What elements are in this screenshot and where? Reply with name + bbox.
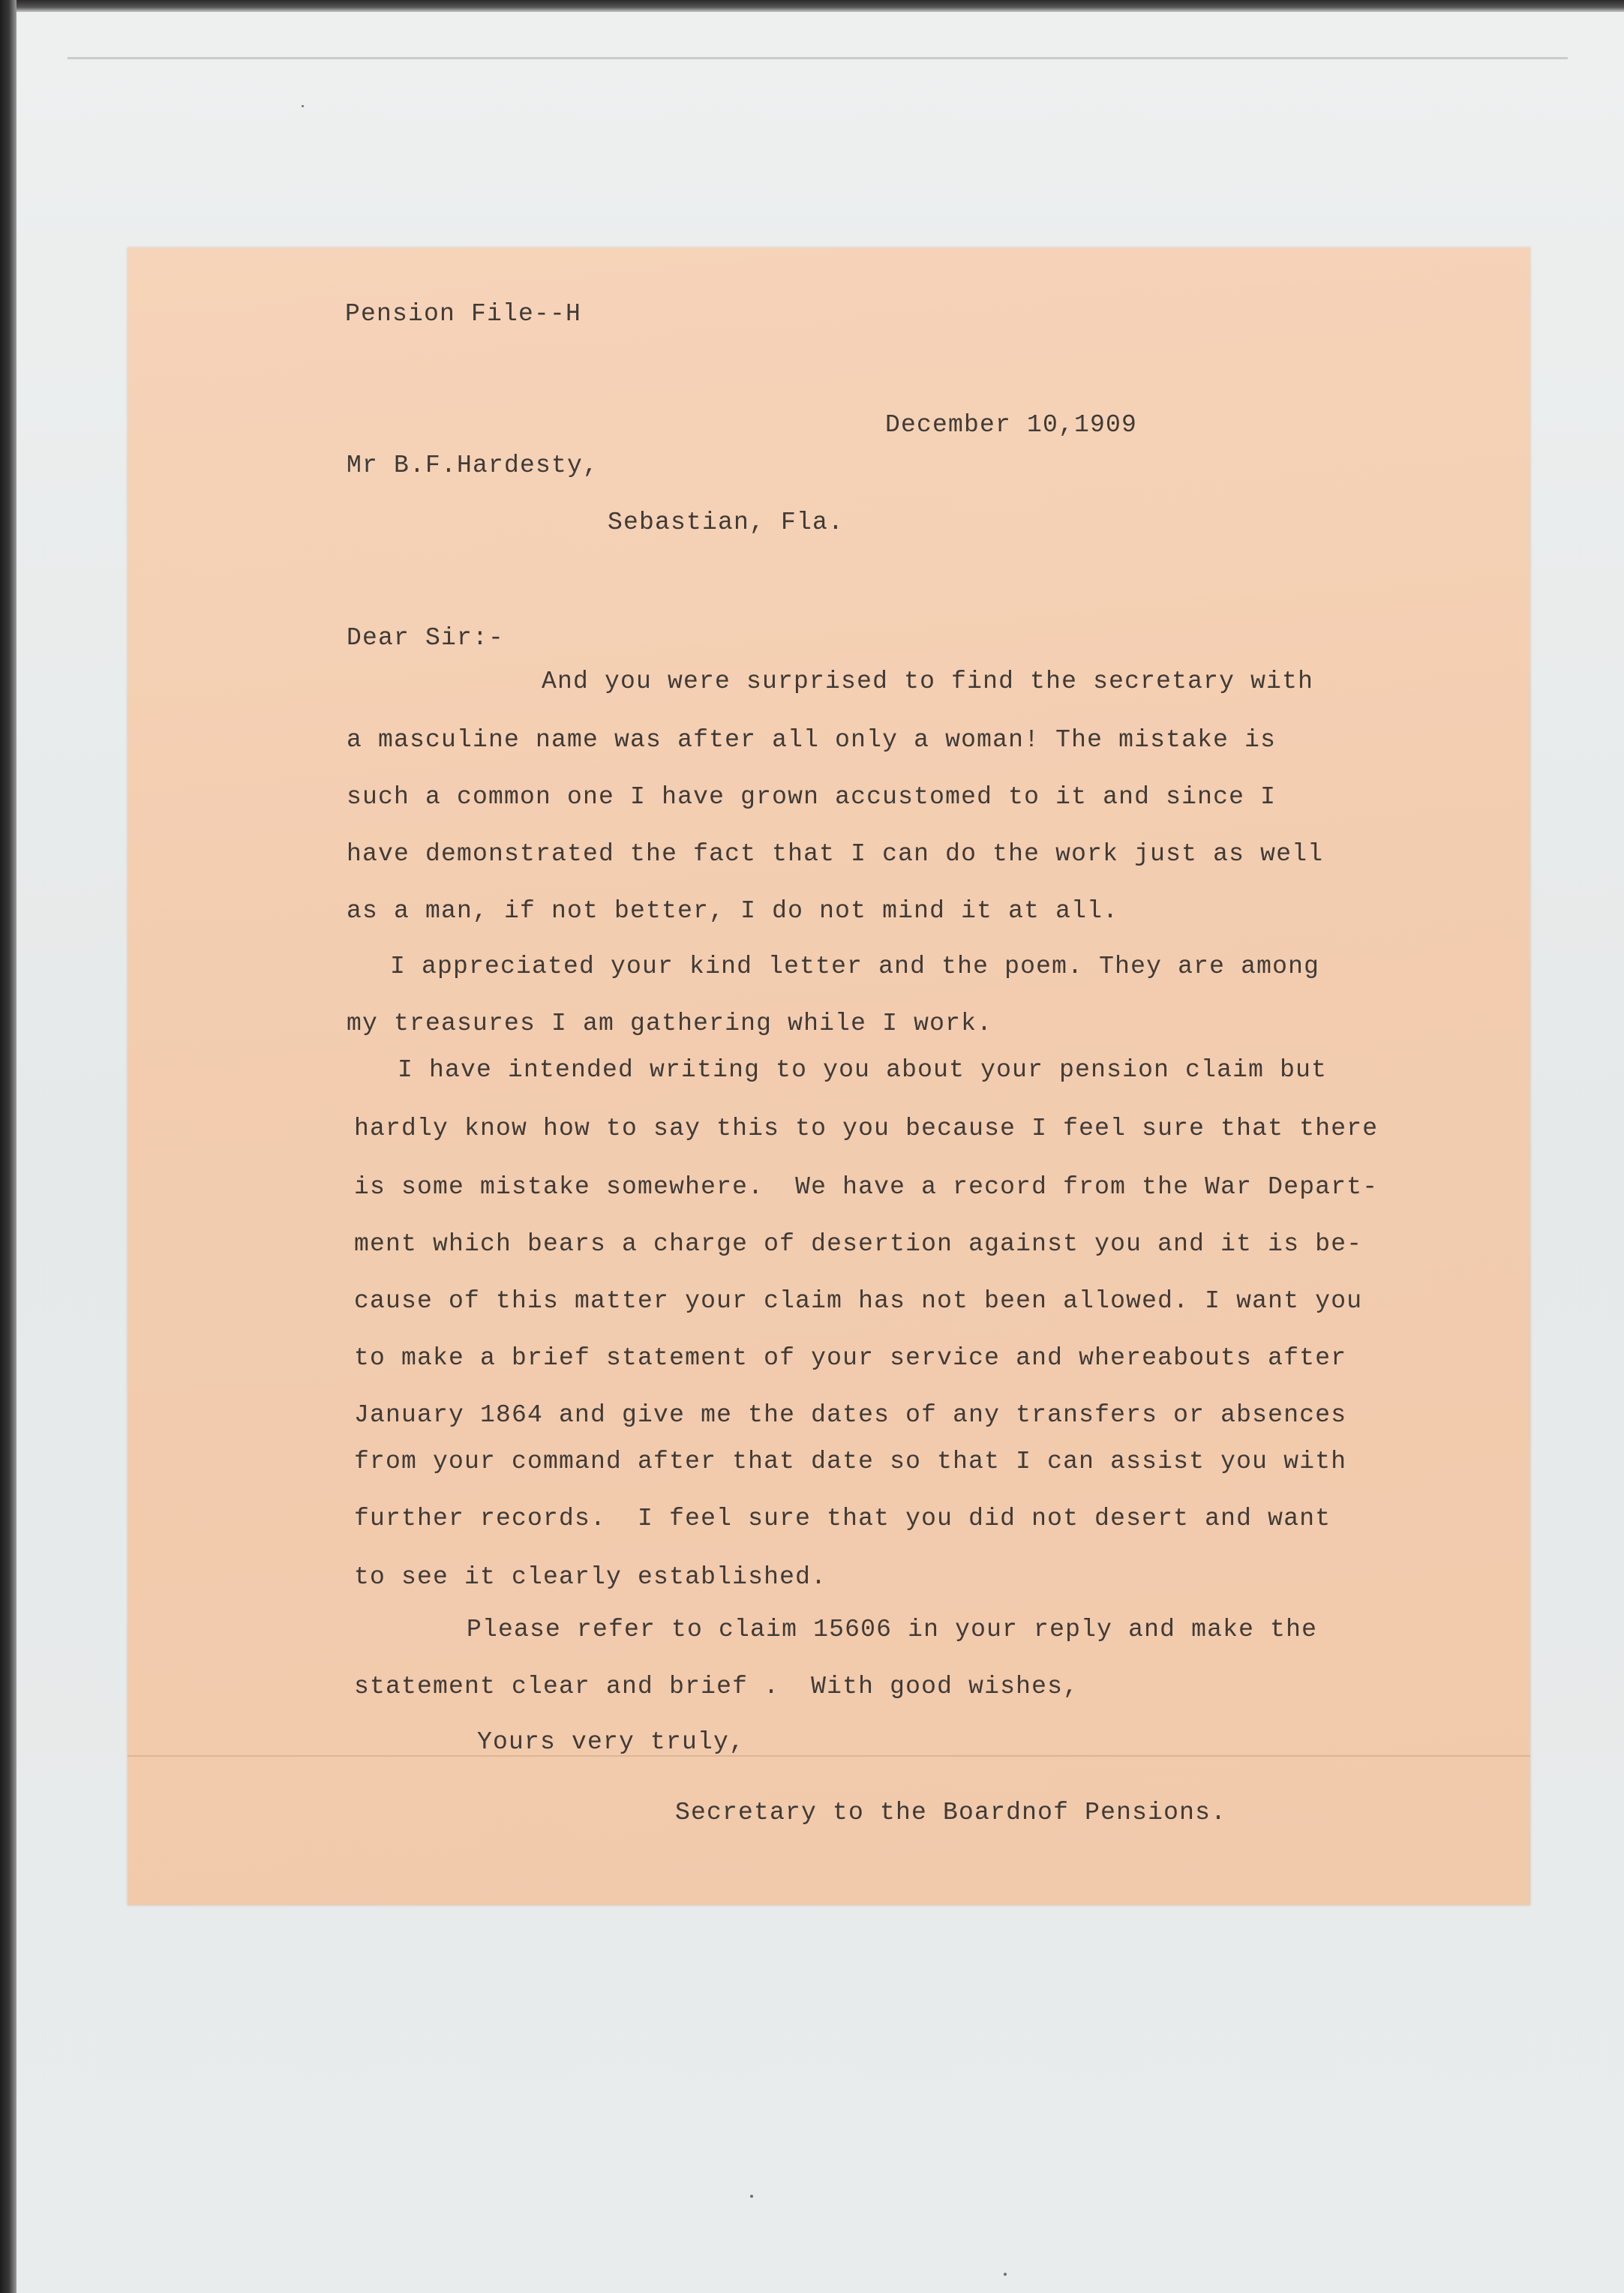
body-line: a masculine name was after all only a woman! The mistake is xyxy=(347,726,1277,754)
dust-speck xyxy=(750,2195,753,2198)
body-line: from your command after that date so that I can assist you with xyxy=(354,1448,1347,1475)
salutation: Dear Sir:- xyxy=(347,624,505,652)
body-line: hardly know how to say this to you because I feel sure that there xyxy=(354,1115,1379,1142)
dust-speck xyxy=(1004,2273,1007,2276)
body-line: to make a brief statement of your service and whereabouts after xyxy=(354,1344,1347,1372)
body-line: my treasures I am gathering while I work. xyxy=(347,1010,993,1037)
body-line: ment which bears a charge of desertion against you and it is be- xyxy=(354,1230,1363,1258)
body-line: statement clear and brief . With good wishes, xyxy=(354,1673,1079,1700)
body-line: such a common one I have grown accustomed to it and since I xyxy=(347,783,1277,811)
closing: Yours very truly, xyxy=(477,1728,746,1756)
file-reference: Pension File--H xyxy=(345,300,582,328)
scan-top-edge xyxy=(0,0,1624,12)
body-line: have demonstrated the fact that I can do the work just as well xyxy=(347,840,1324,868)
body-line: And you were surprised to find the secretary with xyxy=(542,668,1314,695)
body-line: further records. I feel sure that you did not desert and want xyxy=(354,1505,1331,1532)
body-line: Please refer to claim 15606 in your reply and make the xyxy=(467,1616,1318,1643)
body-line: cause of this matter your claim has not been allowed. I want you xyxy=(354,1287,1363,1315)
body-line: I appreciated your kind letter and the poem. They are among xyxy=(390,953,1320,980)
paper-fold-line xyxy=(128,1755,1530,1757)
scan-left-edge xyxy=(0,0,17,2293)
dust-speck xyxy=(302,105,304,107)
addressee-name: Mr B.F.Hardesty, xyxy=(347,452,599,479)
body-line: January 1864 and give me the dates of any transfers or absences xyxy=(354,1401,1347,1429)
letter-date: December 10,1909 xyxy=(885,411,1138,439)
addressee-place: Sebastian, Fla. xyxy=(608,509,845,536)
scan-top-rule xyxy=(68,57,1568,59)
body-line: to see it clearly established. xyxy=(354,1563,827,1591)
body-line: as a man, if not better, I do not mind it at all. xyxy=(347,897,1119,925)
body-line: is some mistake somewhere. We have a record from the War Depart- xyxy=(354,1173,1379,1201)
body-line: I have intended writing to you about your pension claim but xyxy=(398,1056,1328,1084)
signature-title: Secretary to the Boardnof Pensions. xyxy=(675,1799,1227,1826)
